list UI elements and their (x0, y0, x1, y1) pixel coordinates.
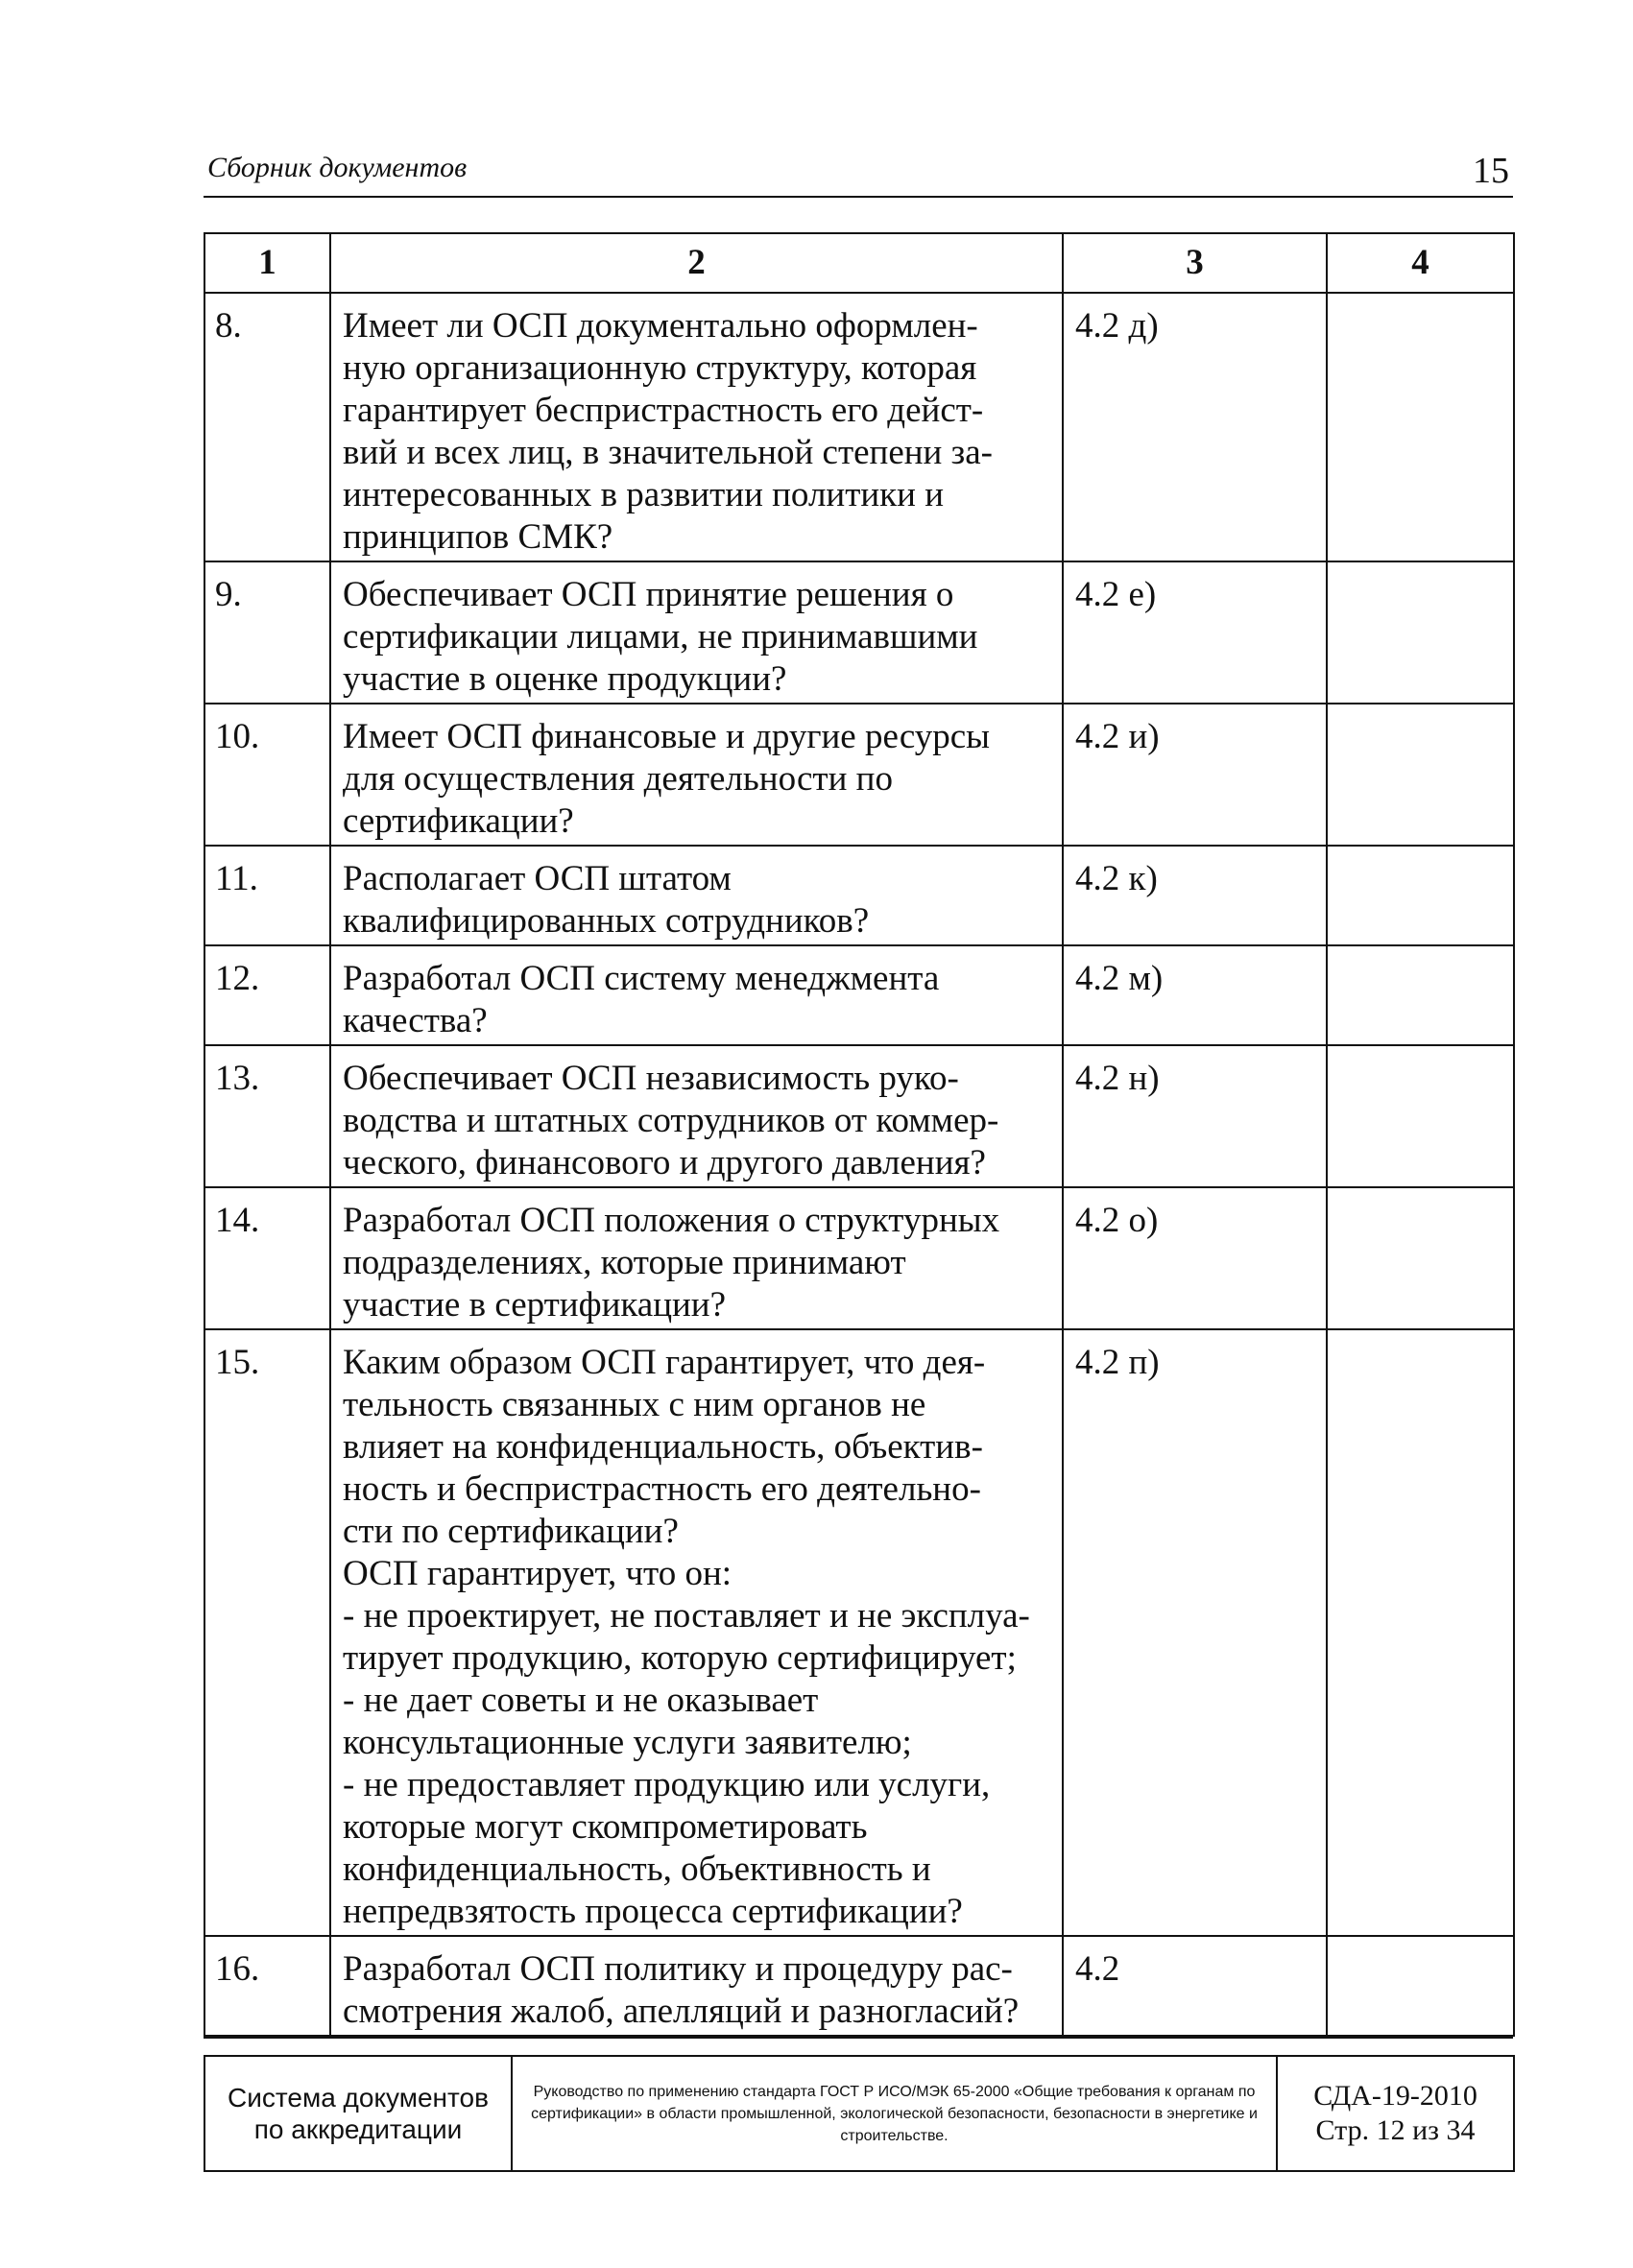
row-number: 13. (204, 1045, 330, 1187)
footer-system-name: Система документов по аккредитации (204, 2056, 512, 2171)
column-header: 4 (1327, 233, 1514, 293)
row-clause-reference: 4.2 и) (1063, 704, 1327, 846)
row-question: Обеспечивает ОСП независимость руко- водства и штатных сотрудников от коммер- ческого, финансового и другого давления? (330, 1045, 1063, 1187)
table-header-row (204, 233, 1514, 293)
row-question: Имеет ОСП финансовые и другие ресурсы для осуществления деятельности по сертификации? (330, 704, 1063, 846)
row-question: Располагает ОСП штатом квалифицированных сотрудников? (330, 846, 1063, 945)
table-row (204, 704, 1514, 846)
column-header: 3 (1063, 233, 1327, 293)
table-row (204, 1187, 1514, 1329)
table-row (204, 293, 1514, 561)
row-question: Разработал ОСП положения о структурных подразделениях, которые принимают участие в сертификации? (330, 1187, 1063, 1329)
table-row (204, 945, 1514, 1045)
row-number: 16. (204, 1936, 330, 2036)
footer-document-code: СДА-19-2010 Стр. 12 из 34 (1277, 2056, 1514, 2171)
row-number: 14. (204, 1187, 330, 1329)
row-clause-reference: 4.2 п) (1063, 1329, 1327, 1936)
row-remark (1327, 945, 1514, 1045)
row-number: 9. (204, 561, 330, 704)
row-clause-reference: 4.2 д) (1063, 293, 1327, 561)
footer-divider (204, 2037, 1513, 2039)
table-row (204, 561, 1514, 704)
column-header: 1 (204, 233, 330, 293)
row-number: 15. (204, 1329, 330, 1936)
row-question: Разработал ОСП политику и процедуру рас- смотрения жалоб, апелляций и разногласий? (330, 1936, 1063, 2036)
row-clause-reference: 4.2 е) (1063, 561, 1327, 704)
table-row (204, 1329, 1514, 1936)
row-clause-reference: 4.2 м) (1063, 945, 1327, 1045)
footer-document-description: Руководство по применению стандарта ГОСТ Р ИСО/МЭК 65-2000 «Общие требования к органам по сертификации» в области промышленной, экологической безопасности, безопасности в энергетике и строительстве. (512, 2056, 1277, 2171)
row-question: Обеспечивает ОСП принятие решения о сертификации лицами, не принимавшими участие в оценке продукции? (330, 561, 1063, 704)
row-clause-reference: 4.2 н) (1063, 1045, 1327, 1187)
table-row (204, 1045, 1514, 1187)
row-remark (1327, 846, 1514, 945)
row-number: 10. (204, 704, 330, 846)
document-footer (204, 2055, 1515, 2172)
row-question: Каким образом ОСП гарантирует, что дея- тельность связанных с ним органов не влияет на конфиденциальность, объектив- ность и беспристрастность его деятельно- сти по сертификации? ОСП гарантирует, что он: - не проектирует, не поставляет и не эксплуа- тирует продукцию, которую сертифицирует; - не дает советы и не оказывает консультационные услуги заявителю; - не предоставляет продукцию или услуги, которые могут скомпрометировать конфиденциальность, объективность и непредвзятость процесса сертификации? (330, 1329, 1063, 1936)
page-number: 15 (1473, 151, 1509, 191)
row-remark (1327, 1187, 1514, 1329)
row-question: Разработал ОСП систему менеджмента качества? (330, 945, 1063, 1045)
row-number: 8. (204, 293, 330, 561)
collection-title: Сборник документов (207, 152, 468, 183)
row-remark (1327, 293, 1514, 561)
table-row (204, 1936, 1514, 2036)
row-remark (1327, 1045, 1514, 1187)
row-clause-reference: 4.2 о) (1063, 1187, 1327, 1329)
row-remark (1327, 704, 1514, 846)
row-question: Имеет ли ОСП документально оформлен- ную организационную структуру, которая гарантирует беспристрастность его дейст- вий и всех лиц, в значительной степени за- интересованных в развитии политики и принципов СМК? (330, 293, 1063, 561)
row-clause-reference: 4.2 (1063, 1936, 1327, 2036)
row-remark (1327, 1329, 1514, 1936)
row-number: 12. (204, 945, 330, 1045)
page-header (204, 146, 1513, 198)
checklist-table (204, 232, 1515, 2037)
row-number: 11. (204, 846, 330, 945)
row-remark (1327, 1936, 1514, 2036)
row-remark (1327, 561, 1514, 704)
row-clause-reference: 4.2 к) (1063, 846, 1327, 945)
column-header: 2 (330, 233, 1063, 293)
table-row (204, 846, 1514, 945)
